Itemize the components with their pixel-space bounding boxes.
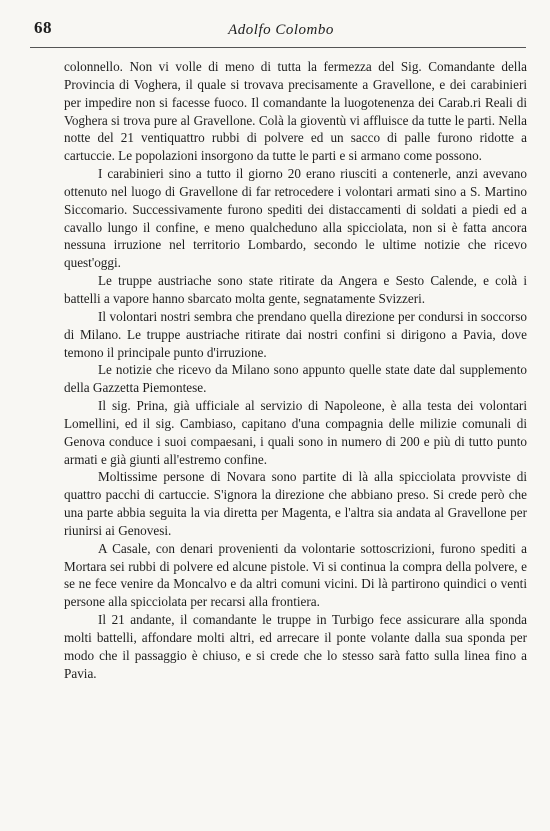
page-number: 68 <box>34 18 52 37</box>
paragraph: Il sig. Prina, già ufficiale al servizio di Napoleone, è alla testa dei volontari Lomellini, ed il sig. Cambiaso, capitano d'una compagnia delle milizie comunali di Genova conduce i suoi compaesani, i quali sono in numero di 200 e più di tutto punto armati e già giunti all'estremo confine. <box>64 398 527 467</box>
paragraph: I carabinieri sino a tutto il giorno 20 erano riusciti a contenerle, anzi avevano ottenuto nel luogo di Gravellone di far retrocedere i volontari armati sino a S. Martino Siccomario. Successivamente furono spediti dei distaccamenti di soldati a piedi ed a cavallo lungo il confine, e meno qualcheduno alla spicciolata, non si è fatta ancora nessuna irruzione nel territorio Lombardo, secondo le ultime notizie che ricevo quest'oggi. <box>64 166 527 271</box>
paragraph: Le notizie che ricevo da Milano sono appunto quelle state date dal supplemento della Gazzetta Piemontese. <box>64 362 527 396</box>
header-rule <box>30 47 526 48</box>
page-header <box>34 18 528 48</box>
paragraph: Il volontari nostri sembra che prendano quella direzione per condursi in soccorso di Milano. Le truppe austriache ritirate dai nostri confini si dirigono a Pavia, dove temono il principale punto d'irruzione. <box>64 308 527 360</box>
paragraph: Moltissime persone di Novara sono partite di là alla spicciolata provviste di quattro pacchi di cartuccie. S'ignora la direzione che abbiano preso. Si crede però che una parte abbia seguita la via diretta per Magenta, e l'altra sia andata al Gravellone per riunirsi ai Genovesi. <box>64 469 527 538</box>
running-head: Adolfo Colombo <box>228 22 334 38</box>
paragraph: Il 21 andante, il comandante le truppe in Turbigo fece assicurare alla sponda molti battelli, affondare molti altri, ed arrecare il ponte volante dalla sua sponda per modo che il passaggio è chiuso, e si crede che lo stesso sarà fatto sulla linea fino a Pavia. <box>64 612 527 681</box>
paragraph: A Casale, con denari provenienti da volontarie sottoscrizioni, furono spediti a Mortara sei rubbi di polvere ed alcune pistole. Vi si continua la compra della polvere, e se ne fece venire da Moncalvo e da altri comuni vicini. Di là partirono quindici o venti persone alla spicciolata per recarsi alla frontiera. <box>64 540 527 610</box>
paragraph: colonnello. Non vi volle di meno di tutta la fermezza del Sig. Comandante della Provincia di Voghera, il quale si trovava precisamente a Gravellone, e dei carabinieri per impedire non si facesse fuoco. Il comandante la luogotenenza dei Carab.ri Reali di Voghera si trova pure al Gravellone. Colà la gioventù vi affluisce da tutte le parti. Nella notte del 21 ventiquattro rubbi di polvere ed un sacco di palle furono ridotte a cartuccie. Le popolazioni insorgono da tutte le parti e si armano come possono. <box>64 59 527 164</box>
body-text <box>64 58 527 683</box>
paragraph: Le truppe austriache sono state ritirate da Angera e Sesto Calende, e colà i battelli a vapore hanno sbarcato molta gente, segnatamente Svizzeri. <box>64 273 527 306</box>
